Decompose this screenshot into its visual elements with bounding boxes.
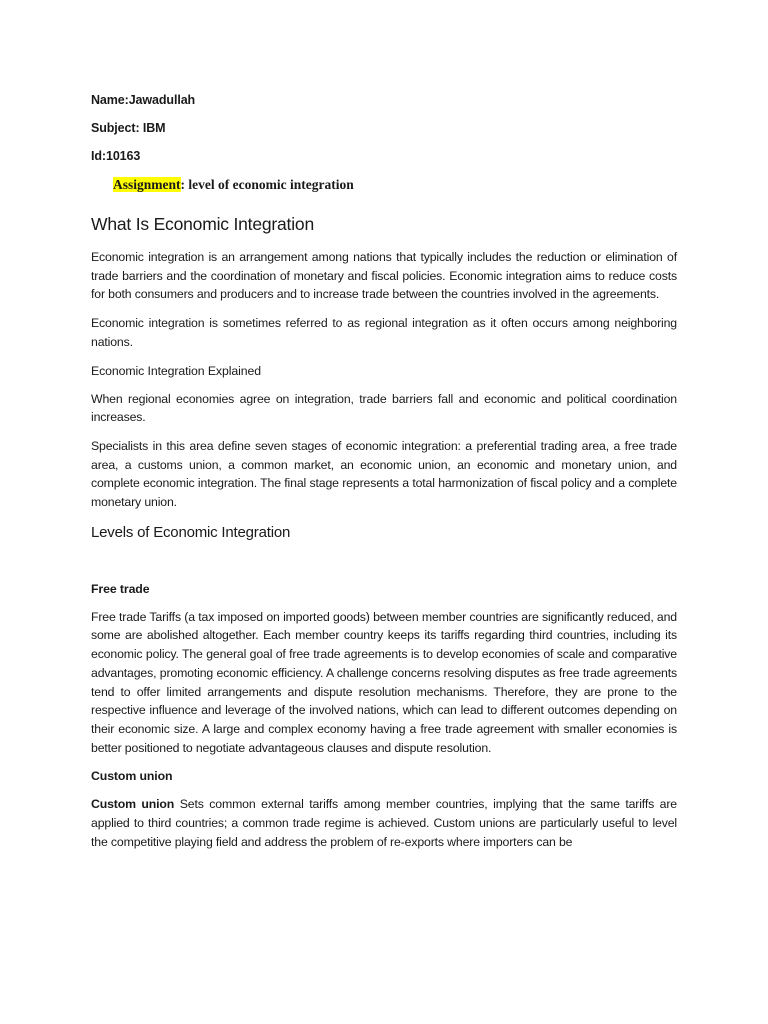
subheading-custom-union: Custom union bbox=[91, 769, 173, 784]
subheading-explained: Economic Integration Explained bbox=[91, 363, 261, 378]
paragraph-coordination: When regional economies agree on integration, trade barriers fall and economic and political coordination increases. bbox=[91, 391, 677, 425]
student-name: Name:Jawadullah bbox=[91, 93, 196, 107]
assignment-label-highlight: Assignment bbox=[113, 177, 181, 192]
paragraph-definition: Economic integration is an arrangement among nations that typically includes the reduction or elimination of trade barriers and the coordination of monetary and fiscal policies. Economic integration aims to reduce costs for both consumers and producers and to increase trade between the countries involved in the agreements. bbox=[91, 250, 677, 302]
paragraph-custom-union bbox=[91, 795, 677, 851]
paragraph-regional: Economic integration is sometimes referred to as regional integration as it often occurs among neighboring nations. bbox=[91, 316, 677, 349]
section-heading-what-is: What Is Economic Integration bbox=[91, 214, 314, 234]
custom-union-text: Sets common external tariffs among member countries, implying that the same tariffs are applied to third countries; a common trade regime is achieved. Custom unions are particularly useful to level the competitive playing field and address the problem of re-exports where importers can be bbox=[91, 797, 677, 849]
assignment-title bbox=[113, 175, 677, 194]
paragraph-seven-stages: Specialists in this area define seven stages of economic integration: a preferential trading area, a free trade area, a customs union, a common market, an economic union, an economic and monetary union, and complete economic integration. The final stage represents a total harmonization of fiscal policy and a complete monetary union. bbox=[91, 438, 677, 510]
subject-line: Subject: IBM bbox=[91, 121, 166, 135]
section-heading-levels: Levels of Economic Integration bbox=[91, 523, 291, 541]
student-id: Id:10163 bbox=[91, 149, 141, 163]
assignment-topic: : level of economic integration bbox=[180, 177, 354, 192]
custom-union-lead: Custom union bbox=[91, 797, 175, 812]
subheading-free-trade: Free trade bbox=[91, 581, 150, 596]
paragraph-free-trade: Free trade Tariffs (a tax imposed on imported goods) between member countries are significantly reduced, and some are abolished altogether. Each member country keeps its tariffs regarding third countries, including its economic policy. The general goal of free trade agreements is to develop economies of scale and comparative advantages, promoting economic efficiency. A challenge concerns resolving disputes as free trade agreements tend to offer limited arrangements and dispute resolution mechanisms. Therefore, they are prone to the respective influence and leverage of the involved nations, which can lead to different outcomes depending on their economic size. A large and complex economy having a free trade agreement with smaller economies is better positioned to negotiate advantageous clauses and dispute resolution. bbox=[91, 609, 677, 755]
document-page bbox=[91, 92, 677, 861]
